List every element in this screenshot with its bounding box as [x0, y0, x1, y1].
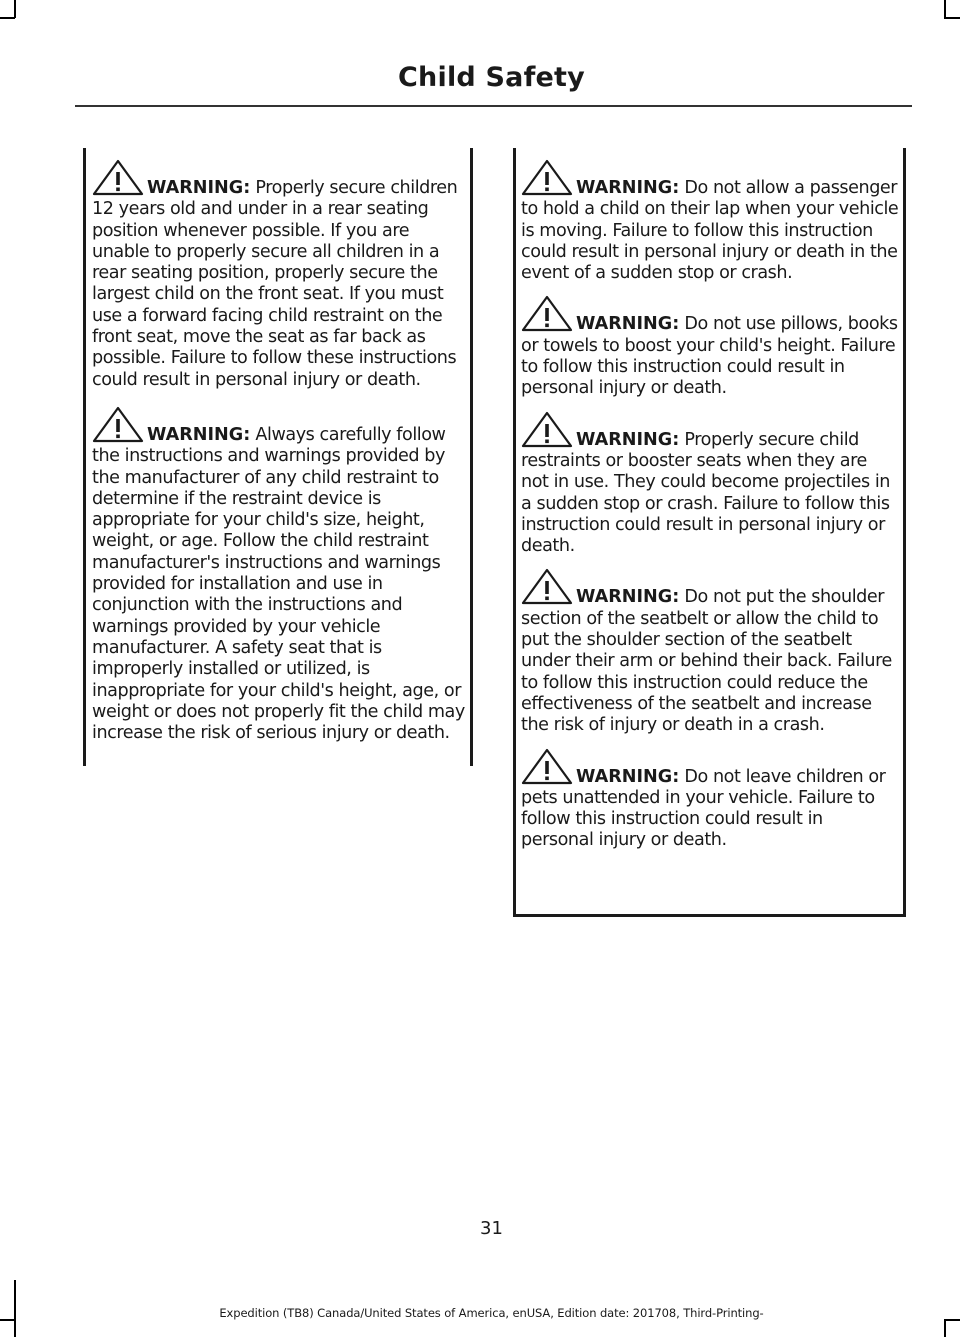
warning-text: Do not use pillows, books or towels to boost your child's height. Failure to follow this instruction could result in personal injury or death.	[521, 314, 898, 399]
warning-triangle-icon	[92, 405, 144, 443]
warning-label: WARNING:	[147, 178, 251, 198]
warning-block	[86, 158, 470, 391]
warning-label: WARNING:	[576, 178, 680, 198]
warning-text: Do not allow a passenger to hold a child on their lap when your vehicle is moving. Failure to follow this instruction could result in personal injury or death in the event of a sudden stop or crash.	[521, 178, 899, 284]
warning-triangle-icon	[521, 567, 573, 605]
warning-triangle-icon	[521, 158, 573, 196]
crop-mark	[0, 17, 15, 19]
warning-label: WARNING:	[576, 314, 680, 335]
warning-text: Do not put the shoulder section of the seatbelt or allow the child to put the shoulder section of the seatbelt under their arm or behind their back. Failure to follow this instruction could reduce the effectiveness of the seatbelt and increase the risk of injury or death in a crash.	[521, 587, 892, 736]
warning-triangle-icon	[521, 410, 573, 448]
warning-block	[86, 405, 470, 744]
page-number: 31	[480, 1218, 503, 1239]
warning-label: WARNING:	[576, 766, 680, 787]
crop-mark	[14, 0, 16, 18]
warning-block	[516, 294, 903, 399]
warning-text: Always carefully follow the instructions and warnings provided by the manufacturer of any child restraint to determine if the restraint device is appropriate for your child's size, height, weight, or age. Follow the child restraint manufacturer's instructions and warnings provided for installation and use in conjunction with the instructions and warnings provided by your vehicle manufacturer. A safety seat that is improperly installed or utilized, is inappropriate for your child's height, age, or weight or does not properly fit the child may increase the risk of serious injury or death.	[92, 424, 465, 744]
warning-block	[516, 158, 903, 284]
right-warning-column	[513, 148, 906, 917]
crop-mark	[944, 0, 946, 18]
warning-text: Properly secure children 12 years old and under in a rear seating position whenever possible. If you are unable to properly secure all children in a rear seating position, properly secure the largest child on the front seat. If you must use a forward facing child restraint on the front seat, move the seat as far back as possible. Failure to follow these instructions could result in personal injury or death.	[92, 178, 458, 390]
warning-label: WARNING:	[576, 429, 680, 450]
page-title: Child Safety	[398, 62, 585, 93]
crop-mark	[944, 17, 960, 19]
warning-label: WARNING:	[147, 424, 251, 445]
warning-triangle-icon	[521, 294, 573, 332]
warning-text: Properly secure child restraints or booster seats when they are not in use. They could become projectiles in a sudden stop or crash. Failure to follow this instruction could result in personal injury or death.	[521, 429, 890, 557]
left-warning-column	[83, 148, 473, 766]
warning-triangle-icon	[521, 747, 573, 785]
warning-block	[516, 747, 903, 852]
warning-block	[516, 410, 903, 558]
warning-block	[516, 567, 903, 736]
warning-text: Do not leave children or pets unattended in your vehicle. Failure to follow this instruction could result in personal injury or death.	[521, 766, 886, 851]
crop-mark	[944, 1319, 946, 1337]
warning-label: WARNING:	[576, 587, 680, 608]
header-rule	[75, 105, 912, 107]
footer-edition-text: Expedition (TB8) Canada/United States of America, enUSA, Edition date: 201708, Third-Printing-	[219, 1306, 764, 1320]
warning-triangle-icon	[92, 158, 144, 196]
